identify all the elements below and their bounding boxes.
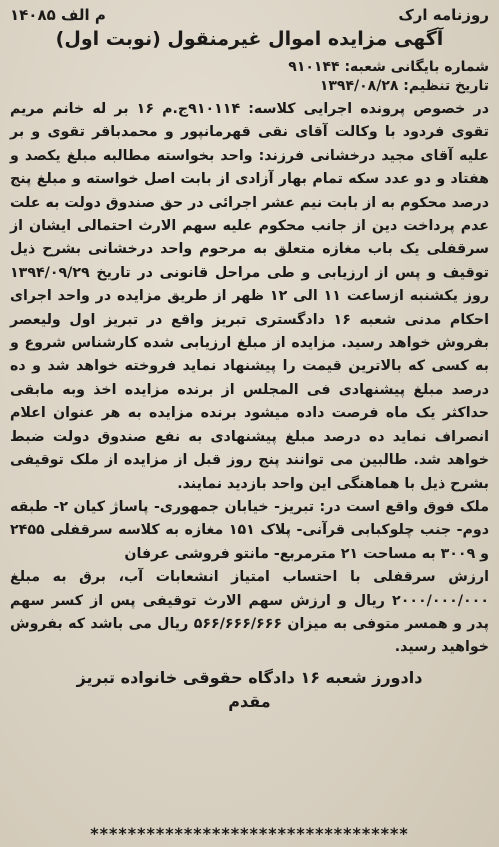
issue-number: م الف ۱۴۰۸۵ (10, 6, 106, 24)
signature-block (10, 666, 489, 714)
body-paragraph-case: در خصوص پرونده اجرایی کلاسه: ۹۱۰۱۱۴ج.م ۱۶ بر له خانم مریم تقوی فردود با وکالت آقای نقی قهرمانپور و محمدباقر تقوی و بر علیه آقای مجید درخشانی فرزند: واحد بخواسته مطالبه مبلغ یکصد و هفتاد و دو عدد سکه تمام بهار آزادی از بابت اصل خواسته و مبلغ پنج درصد محکوم به از بابت نیم عشر اجرائی در حق صندوق دولت به علت عدم پرداخت دین از جانب محکوم علیه سهم الارث احتمالی ایشان از سرقفلی یک باب مغازه متعلق به مرحوم واحد درخشانی بشرح ذیل توقیف و پس از ارزیابی و طی مراحل قانونی در تاریخ ۱۳۹۴/۰۹/۲۹ روز یکشنبه ازساعت ۱۱ الی ۱۲ ظهر از طریق مزایده در واحد اجرای احکام مدنی شعبه ۱۶ دادگستری تبریز واقع در تبریز اول ولیعصر بفروش خواهد رسید. مزایده از مبلغ ارزیابی شده کارشناس شروع و به کسی که بالاترین قیمت را پیشنهاد نماید فروخته خواهد شد و ده درصد مبلغ پیشنهادی فی المجلس از برنده مزایده اخذ وبه مابقی حداکثر یک ماه فرصت داده میشود برنده مزایده به هر عنوان اعلام انصراف نماید ده درصد مبلغ پیشنهادی به نفع صندوق دولت ضبط خواهد شد. طالبین می توانند پنج روز قبل از مزایده از ملک توقیفی بشرح ذیل با هماهنگی این واحد بازدید نمایند. (10, 101, 489, 492)
separator-stars: ********************************** (90, 824, 409, 843)
masthead-line (10, 4, 489, 26)
issue-date: تاریخ تنظیم: ۱۳۹۴/۰۸/۲۸ (319, 78, 489, 94)
body-paragraph-value: ارزش سرقفلی با احتساب امتیاز انشعابات آب، برق به مبلغ ۲۰۰۰/۰۰۰/۰۰۰ ریال و ارزش سهم الارث توقیفی پس از کسر سهم پدر و همسر متوفی به میزان ۵۶۶/۶۶۶/۶۶۶ ریال می باشد که بفروش خواهید رسید. (10, 569, 489, 656)
signature-name: مقدم (228, 691, 271, 711)
body-paragraph-location: ملک فوق واقع است در: تبریز- خیابان جمهوری- پاساژ کیان ۲- طبقه دوم- جنب چلوکبابی قرآنی- پلاک ۱۵۱ مغازه به کلاسه سرقفلی ۲۴۵۵ و ۳۰۰۹ به مساحت ۲۱ مترمربع- مانتو فروشی عرفان (10, 498, 489, 562)
signature-title: دادورز شعبه ۱۶ دادگاه حقوقی خانواده تبریز (76, 667, 423, 687)
notice-meta (10, 58, 489, 96)
notice-body (10, 98, 489, 660)
newspaper-name: روزنامه ارک (398, 6, 489, 24)
notice-title: آگهی مزایده اموال غیرمنقول (نوبت اول) (55, 28, 444, 50)
archive-number: شماره بایگانی شعبه: ۹۱۰۱۴۴ (288, 59, 489, 75)
